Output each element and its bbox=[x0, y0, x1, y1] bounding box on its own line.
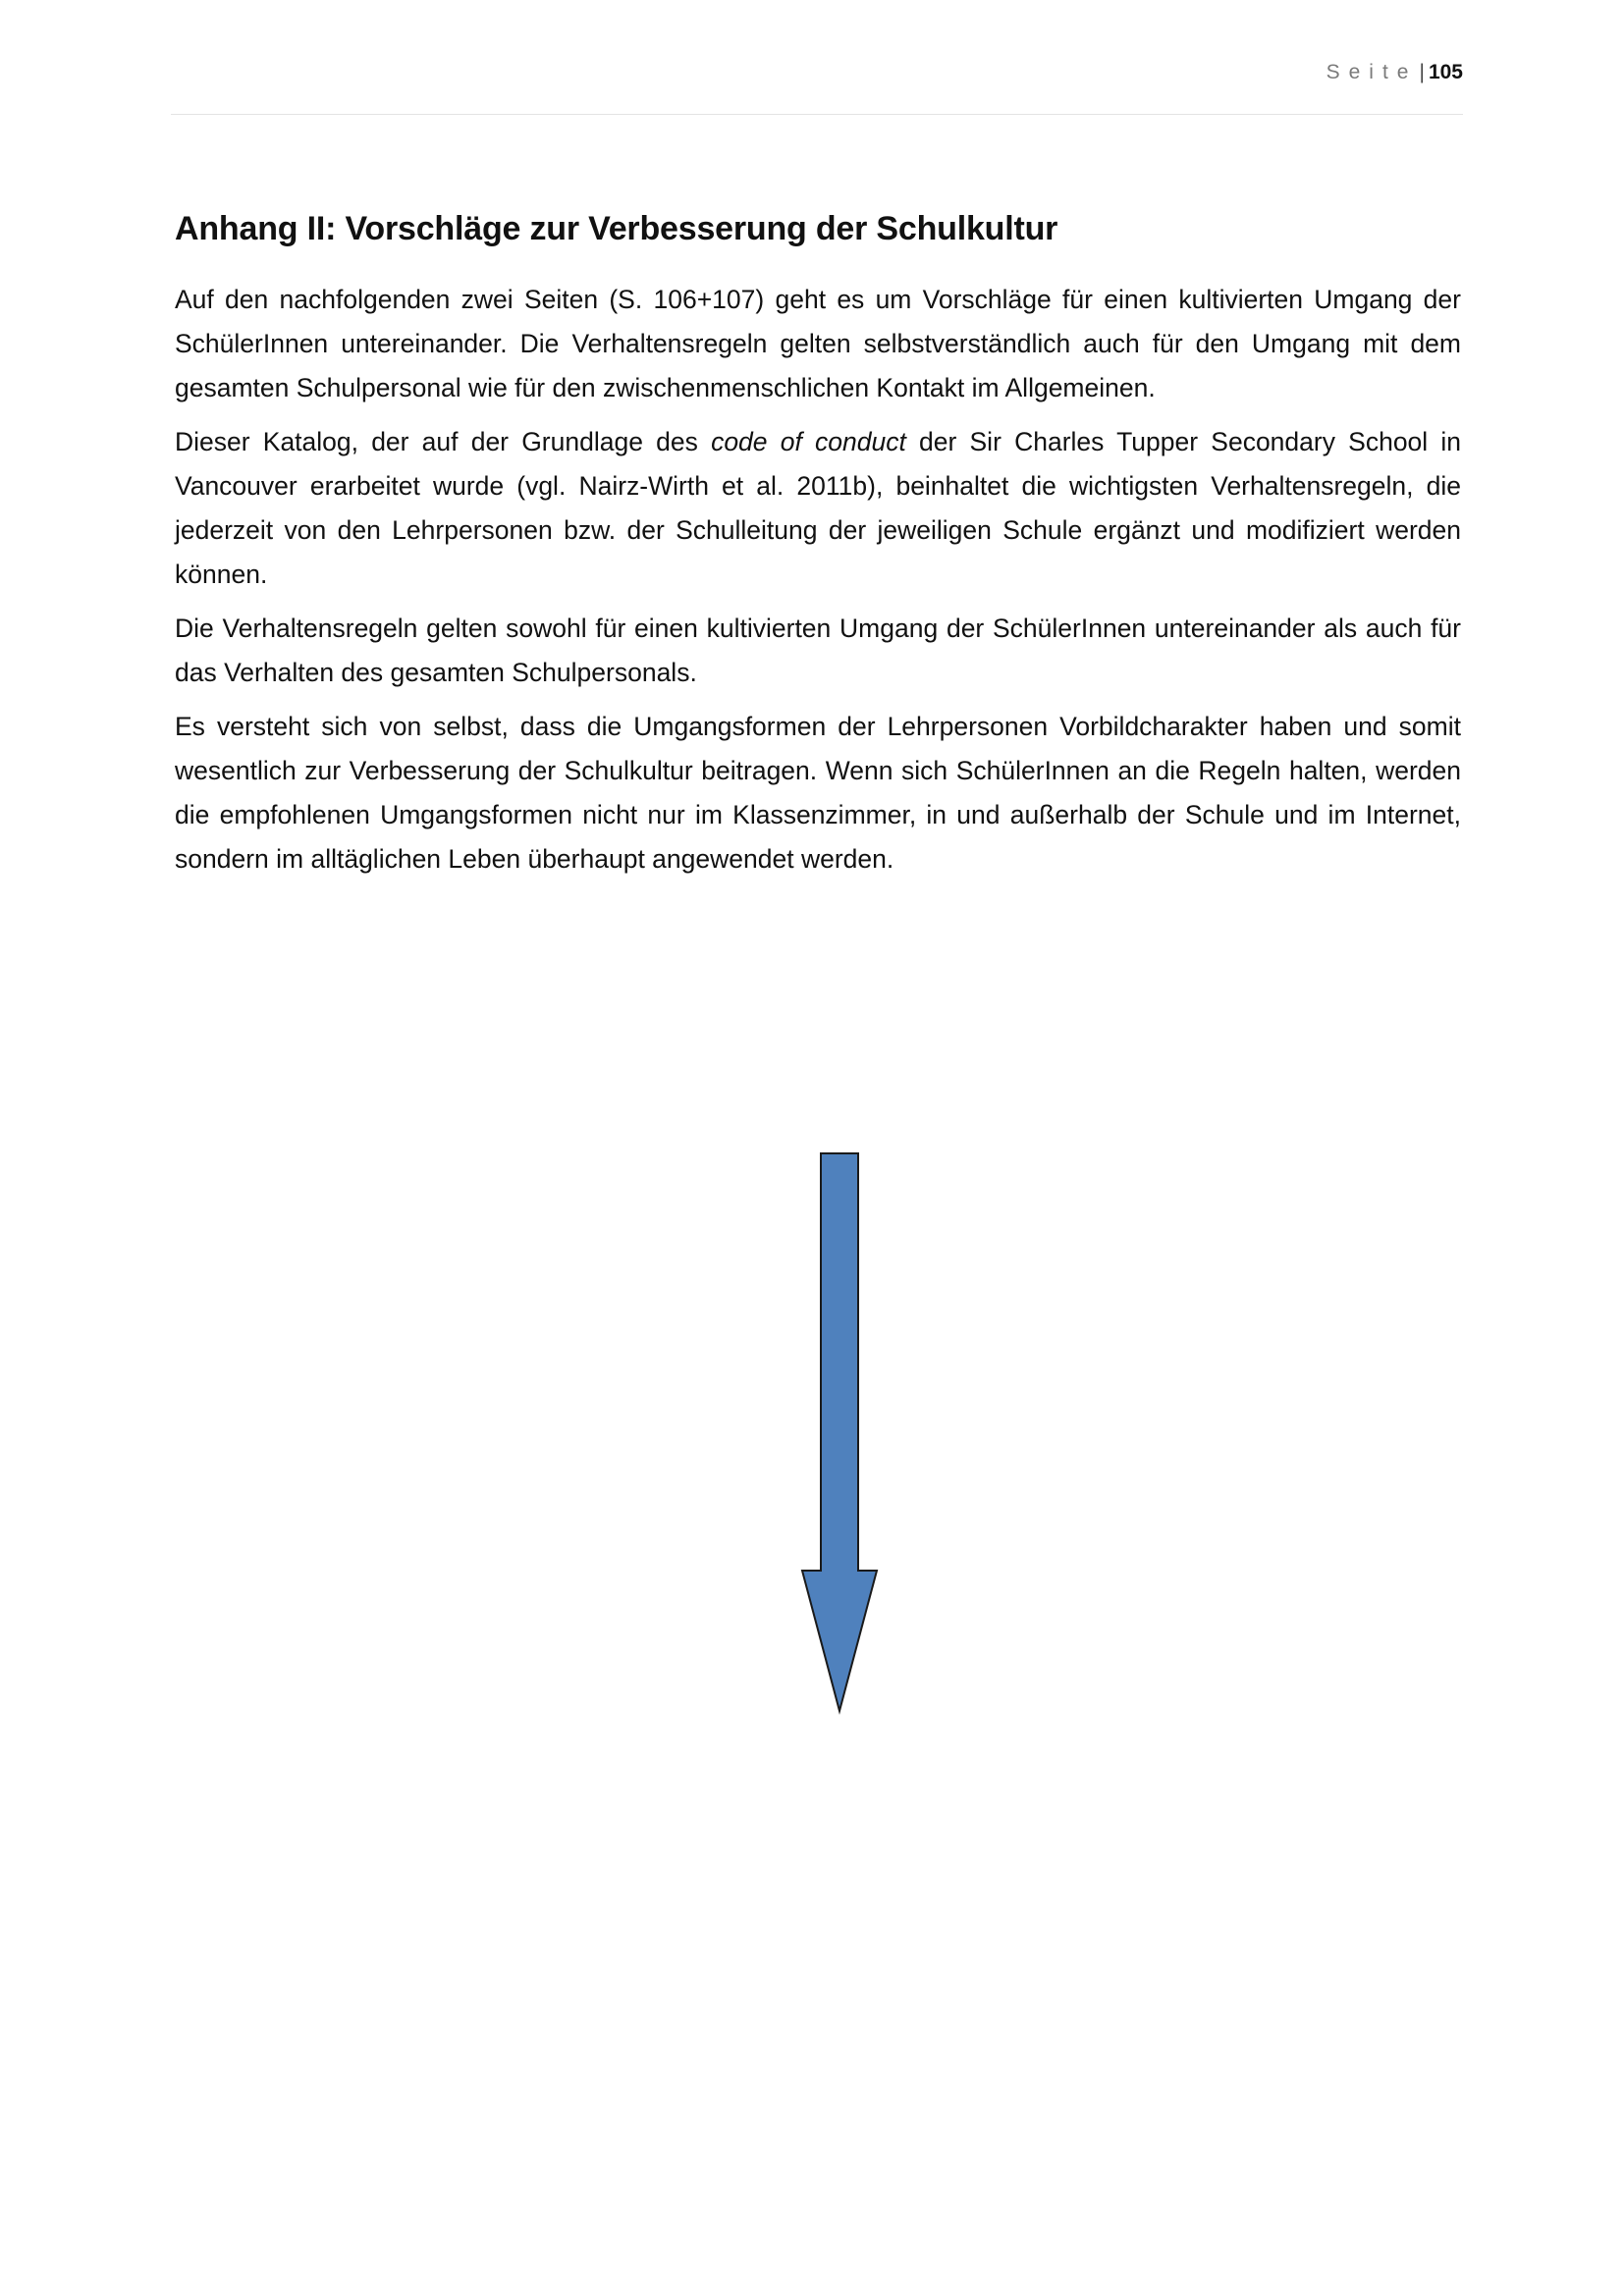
paragraph-catalog-part1: Dieser Katalog, der auf der Grundlage des bbox=[175, 427, 712, 456]
section-title: Anhang II: Vorschläge zur Verbesserung der Schulkultur bbox=[175, 210, 1058, 247]
page-number: 105 bbox=[1428, 61, 1463, 83]
paragraph-catalog-part2: der Sir Charles Tupper Secondary School in Vancouver erarbeitet wurde (vgl. Nairz-Wirth et al. 2011b), beinhaltet die wichtigsten Verhaltensregeln, die jederzeit von den Lehrpersonen bzw. der Schulleitung der jeweiligen Schule ergänzt und modifiziert werden können. bbox=[175, 427, 1461, 589]
paragraph-intro: Auf den nachfolgenden zwei Seiten (S. 106+107) geht es um Vorschläge für einen kultivierten Umgang der SchülerInnen untereinander. Die Verhaltensregeln gelten selbstverständlich auch für den Umgang mit dem gesamten Schulpersonal wie für den zwischenmenschlichen Kontakt im Allgemeinen. bbox=[175, 285, 1461, 402]
down-arrow-shape bbox=[802, 1153, 877, 1711]
paragraph-rules: Die Verhaltensregeln gelten sowohl für einen kultivierten Umgang der SchülerInnen untereinander als auch für das Verhalten des gesamten Schulpersonals. bbox=[175, 614, 1461, 687]
page-label: Seite bbox=[1326, 61, 1418, 83]
page-separator: | bbox=[1419, 61, 1425, 83]
paragraph-role-model: Es versteht sich von selbst, dass die Umgangsformen der Lehrpersonen Vorbildcharakter haben und somit wesentlich zur Verbesserung der Schulkultur beitragen. Wenn sich SchülerInnen an die Regeln halten, werden die empfohlenen Umgangsformen nicht nur im Klassenzimmer, in und außerhalb der Schule und im Internet, sondern im alltäglichen Leben überhaupt angewendet werden. bbox=[175, 712, 1461, 874]
code-of-conduct-term: code of conduct bbox=[711, 427, 906, 456]
